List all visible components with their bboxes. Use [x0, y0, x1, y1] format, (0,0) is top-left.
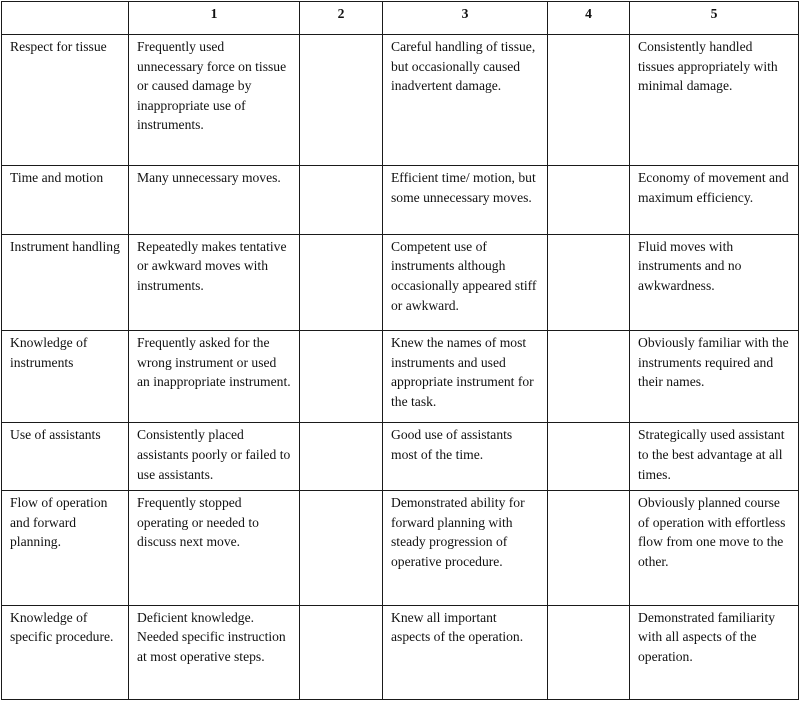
score-5-cell: Fluid moves with instruments and no awkwardness. [630, 234, 799, 330]
score-1-cell: Repeatedly makes tentative or awkward moves with instruments. [129, 234, 300, 330]
score-4-cell [548, 423, 630, 491]
table-row [2, 423, 799, 491]
header-score-3: 3 [383, 2, 548, 35]
table-row [2, 234, 799, 330]
score-4-cell [548, 331, 630, 423]
rating-scale-table [1, 1, 799, 700]
score-4-cell [548, 490, 630, 605]
criterion-cell: Knowledge of instruments [2, 331, 129, 423]
score-2-cell [300, 605, 383, 699]
score-1-cell: Many unnecessary moves. [129, 166, 300, 235]
score-2-cell [300, 35, 383, 166]
score-3-cell: Competent use of instruments although occasionally appeared stiff or awkward. [383, 234, 548, 330]
score-2-cell [300, 166, 383, 235]
score-3-cell: Knew all important aspects of the operation. [383, 605, 548, 699]
table-row [2, 166, 799, 235]
score-3-cell: Demonstrated ability for forward planning with steady progression of operative procedure. [383, 490, 548, 605]
score-5-cell: Strategically used assistant to the best advantage at all times. [630, 423, 799, 491]
score-1-cell: Frequently used unnecessary force on tissue or caused damage by inappropriate use of instruments. [129, 35, 300, 166]
criterion-cell: Knowledge of specific procedure. [2, 605, 129, 699]
score-1-cell: Consistently placed assistants poorly or failed to use assistants. [129, 423, 300, 491]
score-3-cell: Careful handling of tissue, but occasionally caused inadvertent damage. [383, 35, 548, 166]
table-row [2, 331, 799, 423]
score-1-cell: Frequently stopped operating or needed to discuss next move. [129, 490, 300, 605]
header-score-5: 5 [630, 2, 799, 35]
header-score-2: 2 [300, 2, 383, 35]
criterion-cell: Time and motion [2, 166, 129, 235]
score-5-cell: Economy of movement and maximum efficiency. [630, 166, 799, 235]
score-2-cell [300, 331, 383, 423]
score-2-cell [300, 490, 383, 605]
criterion-cell: Instrument handling [2, 234, 129, 330]
criterion-cell: Use of assistants [2, 423, 129, 491]
score-3-cell: Knew the names of most instruments and used appropriate instrument for the task. [383, 331, 548, 423]
score-4-cell [548, 234, 630, 330]
header-score-1: 1 [129, 2, 300, 35]
score-3-cell: Efficient time/ motion, but some unnecessary moves. [383, 166, 548, 235]
score-4-cell [548, 166, 630, 235]
header-row [2, 2, 799, 35]
table-row [2, 490, 799, 605]
score-2-cell [300, 423, 383, 491]
score-5-cell: Demonstrated familiarity with all aspects of the operation. [630, 605, 799, 699]
score-5-cell: Obviously planned course of operation with effortless flow from one move to the other. [630, 490, 799, 605]
criterion-cell: Respect for tissue [2, 35, 129, 166]
score-4-cell [548, 35, 630, 166]
header-score-4: 4 [548, 2, 630, 35]
score-2-cell [300, 234, 383, 330]
header-criterion-cell [2, 2, 129, 35]
score-5-cell: Obviously familiar with the instruments required and their names. [630, 331, 799, 423]
score-5-cell: Consistently handled tissues appropriately with minimal damage. [630, 35, 799, 166]
score-4-cell [548, 605, 630, 699]
table-row [2, 35, 799, 166]
table-row [2, 605, 799, 699]
score-1-cell: Frequently asked for the wrong instrument or used an inappropriate instrument. [129, 331, 300, 423]
criterion-cell: Flow of operation and forward planning. [2, 490, 129, 605]
score-3-cell: Good use of assistants most of the time. [383, 423, 548, 491]
score-1-cell: Deficient knowledge. Needed specific instruction at most operative steps. [129, 605, 300, 699]
